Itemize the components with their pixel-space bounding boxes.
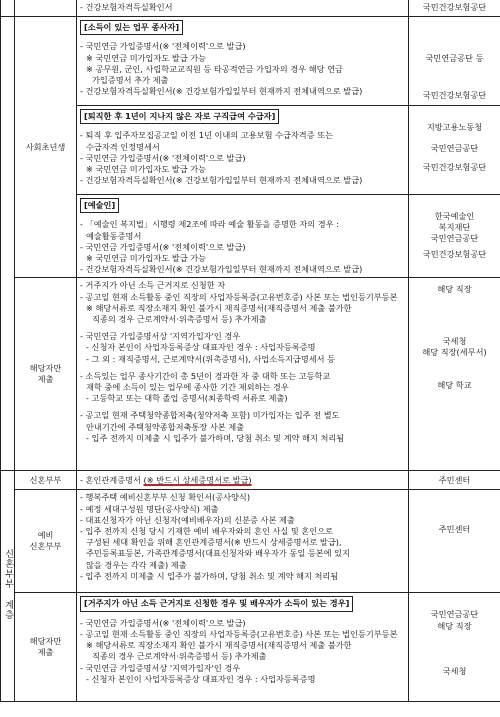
section-title: [퇴직한 후 1년이 지나지 않은 자로 구직급여 수급자] — [80, 109, 279, 124]
line: - 국민연금 가입증명서상 '지역가입자'인 경우 — [80, 331, 241, 342]
category-newlywed-group — [1, 471, 15, 702]
category-newlywed: 신혼부부 — [15, 471, 77, 490]
issuer: 해당 직장 — [437, 620, 472, 631]
line: - 예정 세대구성원 명단(공사양식) 제출 — [80, 503, 219, 514]
line: - 퇴직 후 입주자모집공고일 이전 1년 이내의 고용보험 수급자격증 또는 — [80, 130, 334, 141]
line: ※ 공무원, 군인, 사립학교교직원 등 타공적연금 가입자의 경우 해당 연금 — [86, 63, 343, 74]
line: ※ 해당서류로 직장소재지 확인 불가시 재직증명서(재직증명서 제출 불가한 — [86, 640, 352, 651]
issuer: 지방고용노동청 — [426, 122, 483, 132]
category-social: 사회초년생 — [15, 17, 77, 278]
line: 직종의 경우 근로계약서·위촉증명서 등) 추가제출 — [92, 651, 267, 662]
line: - 소득있는 업무 종사기간이 총 5년이 경과한 자 중 대학 또는 고등학교 — [80, 370, 331, 381]
issuer: 국세청 — [442, 665, 467, 676]
line: - 신청자 본인이 사업자등록증상 대표자인 경우 : 사업자등록증명 — [86, 342, 316, 353]
line: 안내기간에 주택청약종합저축통장 사본 제출 — [86, 421, 245, 432]
table-row — [1, 0, 500, 17]
issuer: 국민건강보험공단 — [422, 90, 487, 101]
section-title: [소득이 있는 업무 종사자] — [80, 20, 183, 35]
issuer: 국민연금공단 — [430, 609, 479, 620]
line: 구성된 세대 확인을 위해 혼인관계증명서(※ 반드시 상세증명서로 발급), — [86, 537, 342, 548]
issuer: 주민센터 — [438, 524, 471, 535]
table-row — [1, 471, 500, 490]
line: - 국민연금 가입증명서(※ '전체이력'으로 발급) — [80, 617, 246, 628]
category-applicant-2: 해당자만 제출 — [15, 593, 77, 702]
issuer: 국민연금공단 — [430, 233, 479, 244]
line: - 신청자 본인이 사업자등록증상 대표자인 경우 : 사업자등록증명 — [86, 673, 316, 684]
issuer: 국민건강보험공단 — [409, 0, 500, 17]
line: - 국민연금 가입증명서상 '지역가입자'인 경우 — [80, 662, 241, 673]
issuer: 해당 직장 — [437, 284, 472, 295]
line: 수급자격 인정명세서 — [86, 141, 160, 152]
line: ※ 국민연금 미가입자도 발급 가능 — [86, 164, 207, 175]
issuer: 국민건강보험공단 — [422, 248, 487, 259]
line: - 거주지가 아닌 소득 근거지로 신청한 자 — [80, 280, 226, 291]
line: - 건강보험자격득실확인서(※ 건강보험가입일부터 현재까지 전체내역으로 발급) — [80, 175, 363, 186]
line: - 공고일 현재 소득활동 중인 직장의 사업자등록증(고유번호증) 사본 또는 법인등기부등본 — [80, 291, 398, 302]
issuer: 한국예술인 — [434, 211, 475, 221]
line: - 행복주택 예비신혼부부 신청 확인서(공사양식) — [80, 492, 251, 503]
line: - 국민연금 가입증명서(※ '전체이력'으로 발급) — [80, 152, 246, 163]
line: 재학 중에 소득이 있는 업무에 종사한 기간 제외하는 경우 — [86, 382, 289, 393]
line: - 그 외 : 재직증명서, 근로계약서(위촉증명서), 사업소득지급명세서 등 — [86, 353, 336, 364]
issuer: 해당 직장(세무서) — [422, 346, 487, 357]
line: ※ 국민연금 미가입자도 발급 가능 — [86, 52, 207, 63]
line: 않을 경우는 각각 제출) 제출 — [86, 559, 187, 570]
table-row — [1, 490, 500, 593]
line: - 혼인관계증명서 — [80, 474, 144, 485]
line: - 국민연금 가입증명서(※ '전체이력'으로 발급) — [80, 241, 246, 252]
table-row — [1, 593, 500, 702]
line: - 공고일 현재 주택청약종합저축(청약저축 포함) 미가입자는 입주 전 별도 — [80, 410, 340, 421]
issuer: 복지재단 — [438, 222, 471, 233]
issuer: 국민연금공단 등 — [425, 53, 484, 63]
row-text: - 건강보험자격득실확인서 — [77, 0, 409, 17]
line: - 공고일 현재 소득활동 중인 직장의 사업자등록증(고유번호증) 사본 또는 법인등기부등본 — [80, 629, 398, 640]
line: - 입주 전까지 신청 당시 기재한 예비 배우자와의 혼인 사실 및 혼인으로 — [80, 526, 334, 537]
section-title: [거주지가 아닌 소득 근거지로 신청한 경우 및 배우자가 소득이 있는 경우] — [80, 596, 353, 611]
line: ※ 해당서류로 직장소재지 확인 불가시 재직증명서(재직증명서 제출 불가한 — [86, 302, 352, 313]
line: - 「예술인 복지법」시행령 제2조에 따라 예술 활동을 증명한 자의 경우 : — [80, 219, 339, 230]
section-title: [예술인] — [80, 198, 119, 213]
line: - 고등학교 또는 대학 졸업 증명서(최종학력 서류로 제출) — [86, 393, 288, 404]
issuer: 주민센터 — [409, 471, 500, 490]
issuer: 해당 학교 — [437, 380, 472, 391]
line-emphasis: (※ 반드시 상세증명서로 발급) — [143, 474, 252, 485]
line: - 건강보험자격득실확인서(※ 건강보험가입일부터 현재까지 전체내역으로 발급) — [80, 264, 363, 275]
line: - 건강보험자격득실확인서(※ 건강보험가입일부터 현재까지 전체내역으로 발급) — [80, 86, 363, 97]
category-pre-newlywed: 예비 신혼부부 — [15, 490, 77, 593]
line: - 입주 전까지 미제출 시 입주가 불가하며, 당첨 취소 및 계약 해지 처리됨 — [80, 570, 339, 581]
line: ※ 국민연금 미가입자도 발급 가능 — [86, 253, 207, 264]
line: - 입주 전까지 미제출 시 입주가 불가하며, 당첨 취소 및 계약 해지 처리됨 — [86, 432, 345, 443]
line: - 국민연금 가입증명서(※ '전체이력'으로 발급) — [80, 41, 246, 52]
line: 직종의 경우 근로계약서·위촉증명서 등) 추가제출 — [92, 314, 267, 325]
category-applicant: 해당자만 제출 — [15, 278, 77, 471]
issuer: 국민연금공단 — [430, 143, 479, 154]
line: 주민등록표등본, 가족관계증명서(대표신청자와 배우자가 동일 등본에 있지 — [86, 548, 350, 559]
issuer: 국민건강보험공단 — [422, 162, 487, 173]
table-row — [1, 278, 500, 471]
table-row — [1, 17, 500, 106]
line: 예술활동증명서 — [86, 230, 142, 241]
issuer: 국세청 — [442, 335, 467, 346]
group-label: 신혼부부 계층 — [3, 549, 14, 621]
line: - 대표신청자가 아닌 신청자(예비배우자)의 신분증 사본 제출 — [80, 514, 295, 525]
line: 가입증명서 추가 제출 — [92, 75, 169, 86]
